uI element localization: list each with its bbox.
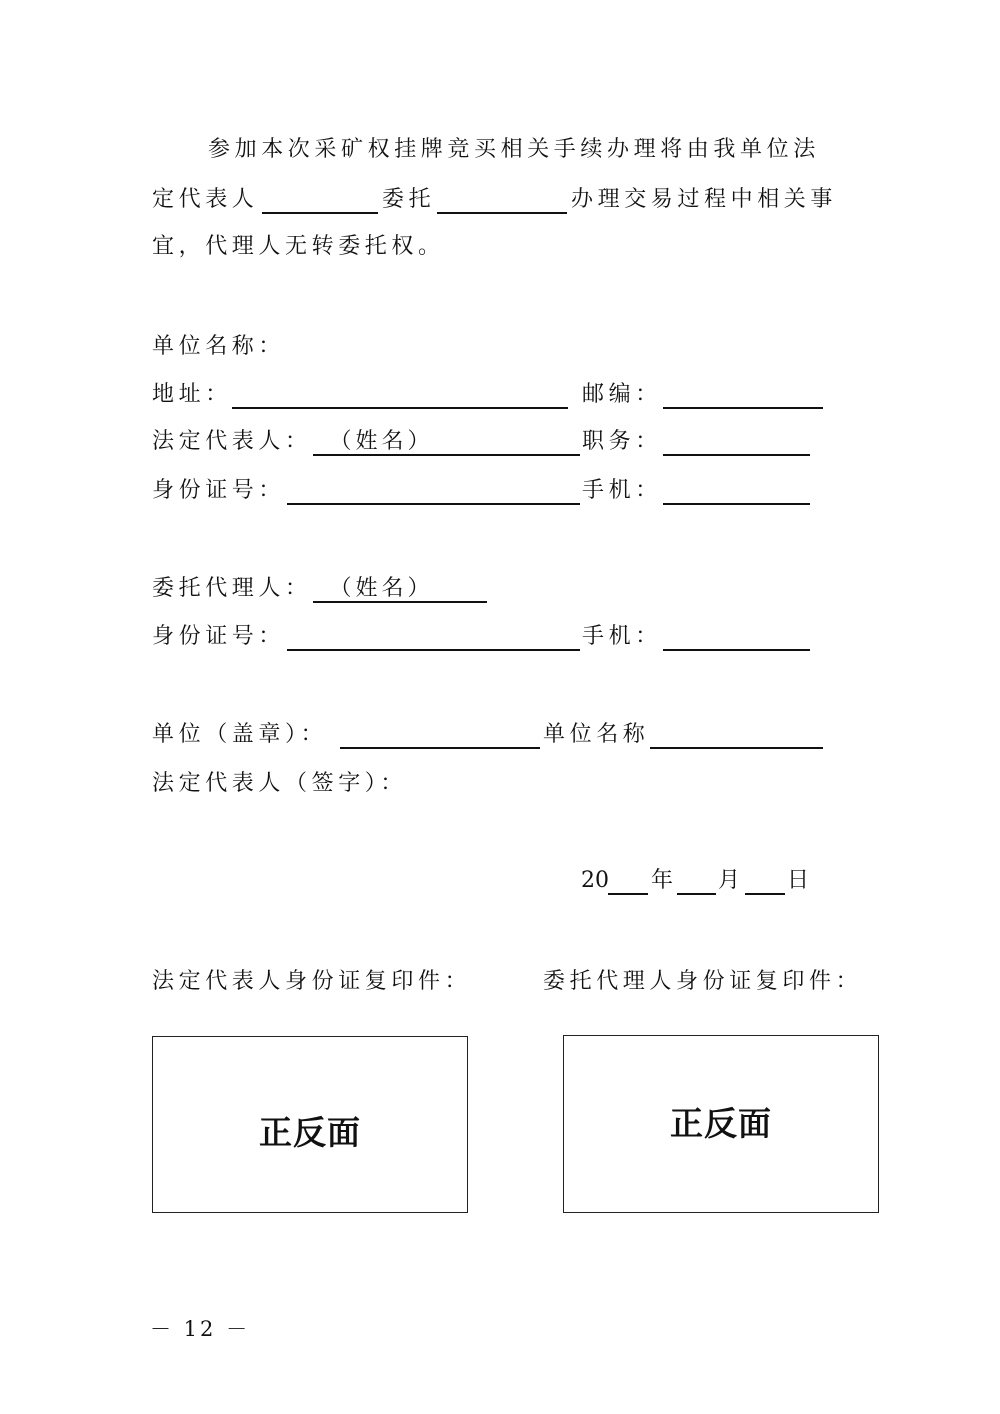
paragraph-line-2b: 委托 <box>382 187 436 212</box>
seal-label: 单位（盖章）： <box>152 722 328 747</box>
agent-id-number-field[interactable] <box>287 623 580 651</box>
legal-rep-box-label: 正反面 <box>259 1113 361 1152</box>
legal-rep-blank[interactable] <box>262 186 378 214</box>
paragraph-line-1: 参加本次采矿权挂牌竞买相关手续办理将由我单位法 <box>208 137 820 162</box>
agent-id-number-label: 身份证号： <box>152 624 286 649</box>
agent-name-placeholder: （姓名） <box>329 576 434 601</box>
paragraph-line-2c: 办理交易过程中相关事 <box>571 187 838 212</box>
unit-name-label: 单位名称： <box>152 334 286 359</box>
agent-blank[interactable] <box>437 186 567 214</box>
legal-rep-name-field[interactable] <box>313 428 580 456</box>
date-prefix: 20 <box>581 868 609 893</box>
agent-id-caption: 委托代理人身份证复印件： <box>543 969 863 994</box>
address-label: 地址： <box>152 382 232 407</box>
agent-box-label: 正反面 <box>670 1104 772 1143</box>
agent-mobile-field[interactable] <box>663 623 810 651</box>
month-field[interactable] <box>677 867 716 895</box>
year-field[interactable] <box>608 867 648 895</box>
legal-rep-id-caption: 法定代表人身份证复印件： <box>152 969 472 994</box>
position-label: 职务： <box>582 429 662 454</box>
seal-field[interactable] <box>340 721 540 749</box>
signature-label: 法定代表人（签字）： <box>152 771 408 796</box>
agent-id-copy-box <box>563 1035 879 1213</box>
mobile-label: 手机： <box>582 478 662 503</box>
address-field[interactable] <box>232 381 568 409</box>
agent-mobile-label: 手机： <box>582 624 662 649</box>
page-number: － 12 － <box>150 1317 251 1341</box>
postcode-label: 邮编： <box>582 382 662 407</box>
day-field[interactable] <box>745 867 785 895</box>
unit-name2-field[interactable] <box>650 721 823 749</box>
postcode-field[interactable] <box>663 381 823 409</box>
year-label: 年 <box>651 868 678 893</box>
paragraph-line-2a: 定代表人 <box>152 187 259 212</box>
mobile-field[interactable] <box>663 477 810 505</box>
paragraph-line-3: 宜，代理人无转委托权。 <box>152 234 445 259</box>
legal-rep-id-copy-box <box>152 1036 468 1213</box>
id-number-field[interactable] <box>287 477 580 505</box>
agent-label: 委托代理人： <box>152 576 312 601</box>
day-label: 日 <box>787 868 814 893</box>
agent-name-field[interactable] <box>313 575 487 603</box>
month-label: 月 <box>718 868 745 893</box>
legal-rep-label: 法定代表人： <box>152 429 312 454</box>
id-number-label: 身份证号： <box>152 478 286 503</box>
name-placeholder: （姓名） <box>329 429 434 454</box>
position-field[interactable] <box>663 428 810 456</box>
unit-name2-label: 单位名称 <box>543 722 650 747</box>
